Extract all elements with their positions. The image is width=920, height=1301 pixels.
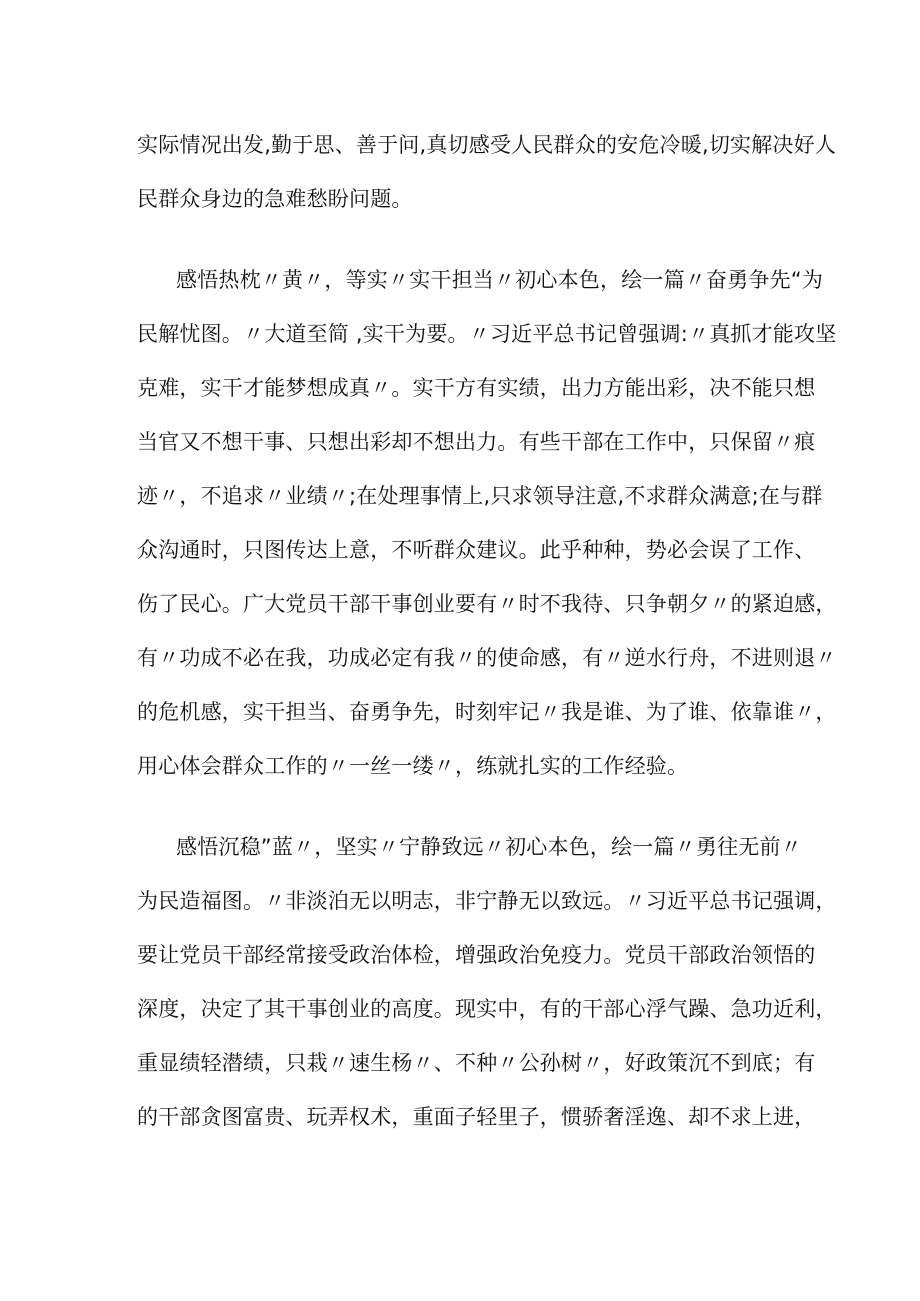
text-line: 民群众身边的急难愁盼问题。	[137, 187, 413, 211]
text-line: 民解忧图。〃大道至简 ,实干为要。〃习近平总书记曾强调:〃真抓才能攻坚	[137, 322, 837, 346]
text-line: 有〃功成不必在我，功成必定有我〃的使命感，有〃逆水行舟，不进则退〃	[137, 646, 837, 670]
text-line: 的危机感，实干担当、奋勇争先，时刻牢记〃我是谁、为了谁、依靠谁〃，	[137, 700, 837, 724]
text-line: 当官又不想干事、只想出彩却不想出力。有些干部在工作中，只保留〃痕	[137, 430, 816, 454]
text-line: 为民造福图。〃非淡泊无以明志，非宁静无以致远。〃习近平总书记强调，	[137, 889, 837, 913]
text-line: 感悟沉稳”蓝〃，坚实〃宁静致远〃初心本色，绘一篇〃勇往无前〃	[176, 835, 802, 859]
text-line: 迹〃，不追求〃业绩〃;在处理事情上,只求领导注意,不求群众满意;在与群	[137, 484, 823, 508]
text-line: 实际情况出发,勤于思、善于问,真切感受人民群众的安危冷暖,切实解决好人	[137, 133, 837, 157]
text-line: 伤了民心。广大党员干部干事创业要有〃时不我待、只争朝夕〃的紧迫感，	[137, 592, 837, 616]
text-line: 深度，决定了其干事创业的高度。现实中，有的干部心浮气躁、急功近利，	[137, 997, 837, 1021]
text-line: 的干部贪图富贵、玩弄权术，重面子轻里子，惯骄奢淫逸、却不求上进，	[137, 1105, 816, 1129]
text-line: 众沟通时，只图传达上意，不听群众建议。此乎种种，势必会误了工作、	[137, 538, 816, 562]
text-line: 用心体会群众工作的〃一丝一缕〃，练就扎实的工作经验。	[137, 754, 689, 778]
text-line: 感悟热枕〃黄〃，等实〃实干担当〃初心本色，绘一篇〃奋勇争先“为	[176, 268, 824, 292]
text-line: 要让党员干部经常接受政治体检，增强政治免疫力。党员干部政治领悟的	[137, 943, 816, 967]
text-line: 重显绩轻潜绩，只栽〃速生杨〃、不种〃公孙树〃，好政策沉不到底；有	[137, 1051, 816, 1075]
text-line: 克难，实干才能梦想成真〃。实干方有实绩，出力方能出彩，决不能只想	[137, 376, 816, 400]
